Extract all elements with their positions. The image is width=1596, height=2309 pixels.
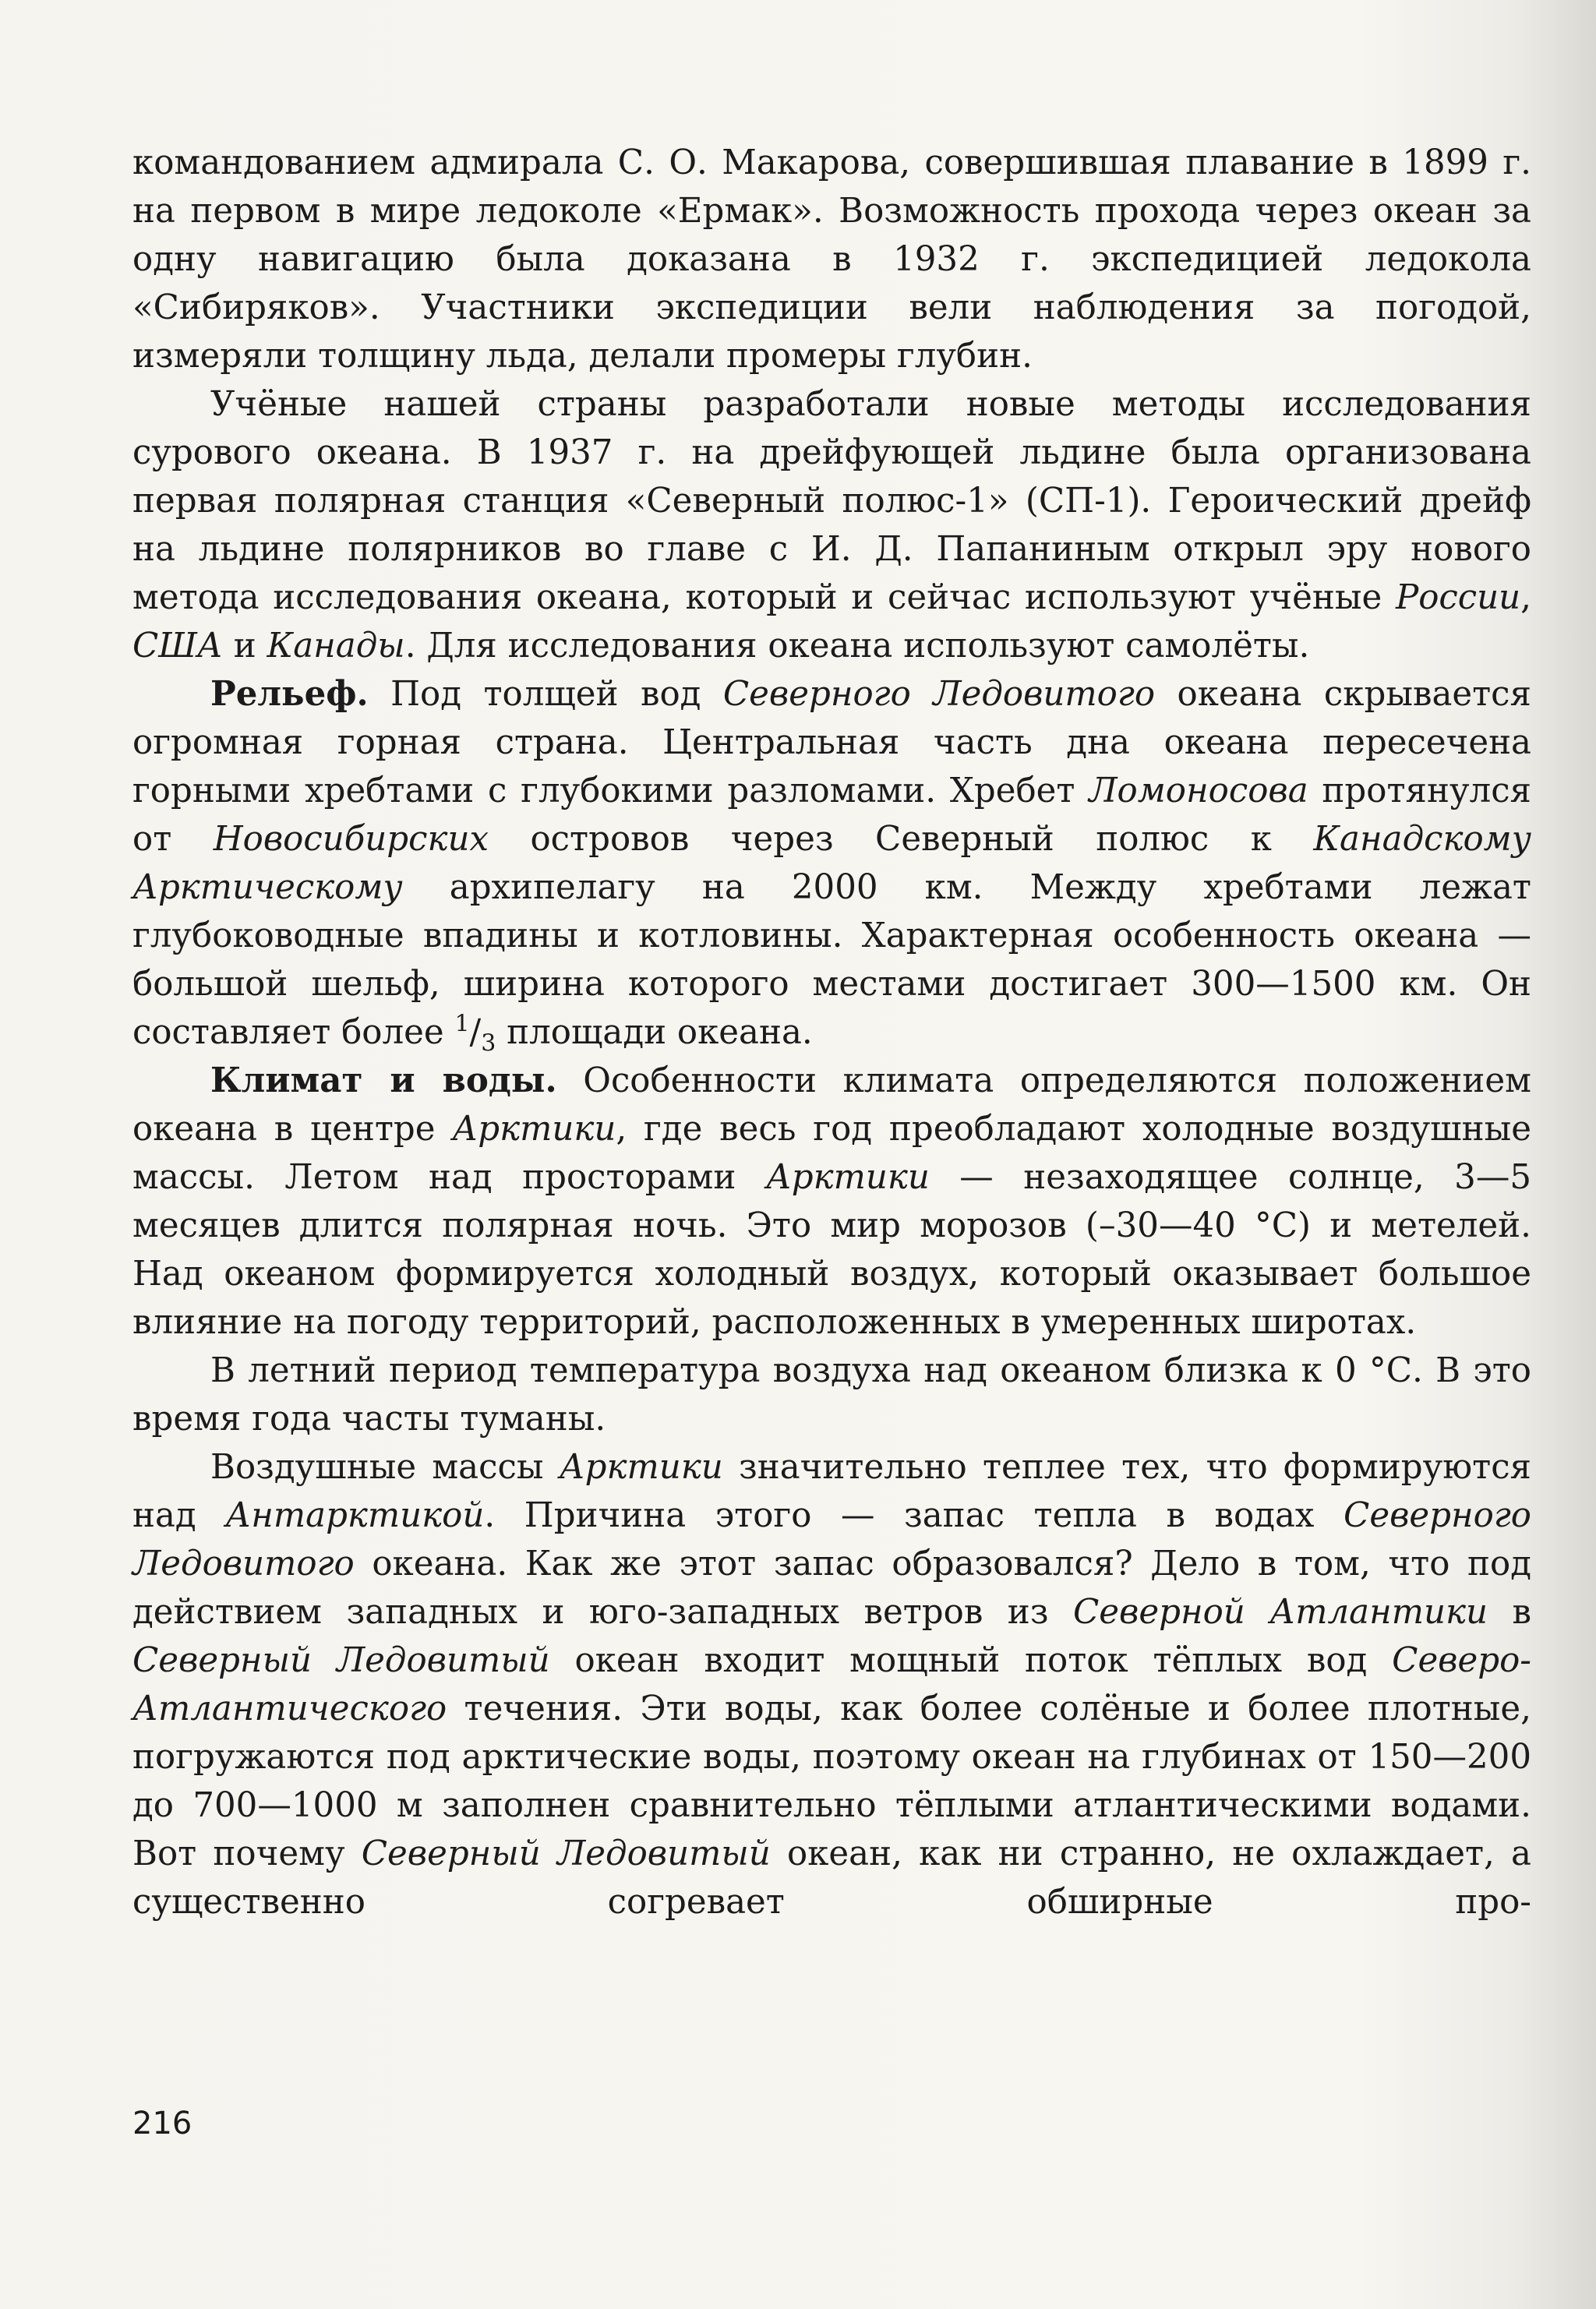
paragraph-climate-text: — незаходящее солнце, 3—5 месяцев длится полярная ночь. Это мир морозов (–30—40 °С) и метелей. Над океаном формируется холодный воздух, который оказывает большое влияние на погоду территорий, расположенных в умеренных широтах. xyxy=(132,1158,1531,1342)
paragraph-relief-text: архипелагу на 2000 км. Между хребтами лежат глубоководные впадины и котловины. Характерная особенность океана — большой шельф, ширина которого местами достигает 300—1500 км. Он составляет более xyxy=(132,868,1531,1052)
paragraph-relief-text: островов через Северный полюс к xyxy=(489,820,1314,859)
paragraph-relief-text: протянулся от xyxy=(132,771,1531,859)
term-arctic-ocean: Северного Ледовитого xyxy=(722,675,1156,714)
term-arctic-ocean: Северного Ледовитого xyxy=(132,1496,1531,1583)
paragraph-air-text: океана. Как же этот запас образовался? Дело в том, что под действием западных и юго-западных ветров из xyxy=(132,1545,1531,1632)
term-arctic-ocean: Северный Ледовитый xyxy=(132,1641,550,1680)
term-arctic: Арктики xyxy=(559,1448,723,1487)
paragraph-climate-text: , где весь год преобладают холодные воздушные массы. Летом над просторами xyxy=(132,1110,1531,1197)
term-russia: России xyxy=(1395,578,1521,617)
section-heading-relief: Рельеф. xyxy=(210,674,369,714)
fraction-numerator: 1 xyxy=(454,1010,470,1038)
paragraph-relief-text: океана скрывается огромная горная страна. Центральная часть дна океана пересечена горными хребтами с глубокими разломами. Хребет xyxy=(132,675,1531,810)
term-north-atlantic: Северной Атлантики xyxy=(1073,1593,1488,1632)
term-novosibirsk-islands: Новосибирских xyxy=(213,820,489,859)
paragraph-relief xyxy=(132,670,1531,1057)
term-arctic: Арктики xyxy=(452,1110,616,1149)
paragraph-2-text: . Для исследования океана используют самолёты. xyxy=(404,627,1310,666)
paragraph-air-text: в xyxy=(1488,1593,1532,1632)
term-antarctica: Антарктикой xyxy=(225,1496,485,1535)
term-north-atlantic-current: Северо-Атлантического xyxy=(132,1641,1531,1728)
paragraph-2-text: Учёные нашей страны разработали новые методы исследования сурового океана. В 1937 г. на дрейфующей льдине была организована первая полярная станция «Северный полюс-1» (СП-1). Героический дрейф на льдине полярников во главе с И. Д. Папаниным открыл эру нового метода исследования океана, который и сейчас используют учёные xyxy=(132,385,1531,617)
paragraph-air-text: океан входит мощный поток тёплых вод xyxy=(549,1641,1393,1680)
paragraph-air-masses xyxy=(132,1443,1531,1926)
section-heading-climate: Климат и воды. xyxy=(210,1061,557,1100)
paragraph-1 xyxy=(132,139,1531,380)
paragraph-climate xyxy=(132,1057,1531,1347)
paragraph-2 xyxy=(132,380,1531,670)
term-lomonosov: Ломоносова xyxy=(1089,771,1308,810)
term-arctic: Арктики xyxy=(765,1158,930,1197)
fraction-slash: / xyxy=(469,1013,482,1052)
paragraph-relief-text: площади океана. xyxy=(496,1013,813,1052)
term-arctic-ocean: Северный Ледовитый xyxy=(361,1834,771,1873)
paragraph-2-text: , xyxy=(1520,578,1531,617)
paragraph-summer-text: В летний период температура воздуха над океаном близка к 0 °С. В это время года часты туманы. xyxy=(132,1351,1531,1439)
paragraph-air-text: течения. Эти воды, как более солёные и более плотные, погружаются под арктические воды, поэтому океан на глубинах от 150—200 до 700—1000 м заполнен сравнительно тёплыми атлантическими водами. Вот почему xyxy=(132,1689,1531,1873)
paragraph-2-text: и xyxy=(222,627,267,666)
paragraph-air-text: . Причина этого — запас тепла в водах xyxy=(484,1496,1344,1535)
term-canada: Канады xyxy=(267,627,405,666)
fraction-denominator: 3 xyxy=(481,1029,496,1057)
paragraph-1-text: командованием адмирала С. О. Макарова, совершившая плавание в 1899 г. на первом в мире ледоколе «Ермак». Возможность прохода через океан за одну навигацию была доказана в 1932 г. экспедицией ледокола «Сибиряков». Участники экспедиции вели наблюдения за погодой, измеряли толщину льда, делали промеры глубин. xyxy=(132,143,1531,376)
paragraph-air-text: океан, как ни странно, не охлаждает, а существенно согревает обширные про- xyxy=(132,1834,1531,1922)
page-number: 216 xyxy=(132,2106,192,2141)
term-canadian-arctic: Канадскому Арктическому xyxy=(132,820,1531,907)
page-body-text xyxy=(132,139,1531,1926)
term-usa: США xyxy=(132,627,223,666)
paragraph-climate-text: Особенности климата определяются положением океана в центре xyxy=(132,1061,1531,1149)
paragraph-relief-text: Под толщей вод xyxy=(368,675,723,714)
paragraph-air-text: значительно теплее тех, что формируются над xyxy=(132,1448,1531,1535)
paragraph-summer xyxy=(132,1347,1531,1443)
paragraph-air-text: Воздушные массы xyxy=(210,1448,560,1487)
